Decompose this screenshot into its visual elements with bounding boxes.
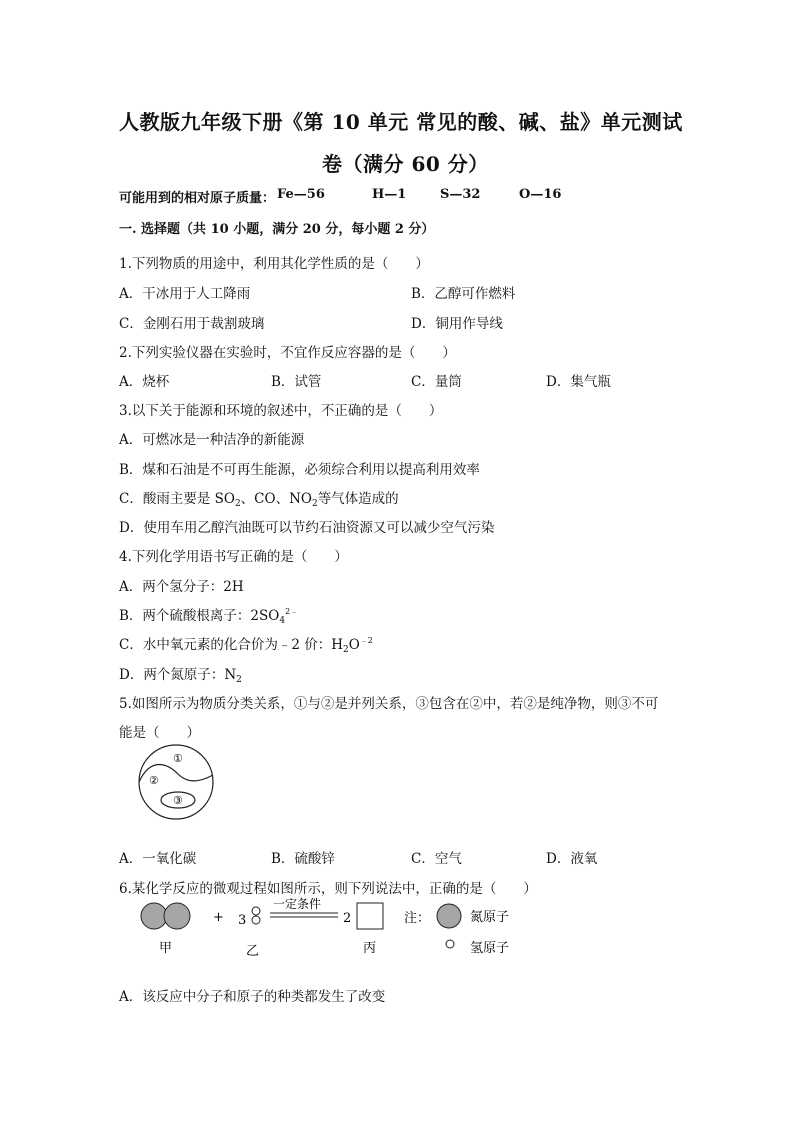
page-title-line1: 人教版九年级下册《第 10 单元 常见的酸、碱、盐》单元测试: [119, 110, 683, 134]
legend-n-label: 氮原子: [470, 910, 510, 925]
classification-diagram: [136, 742, 216, 822]
legend-h-label: 氢原子: [470, 941, 510, 956]
coefficient-bing: 2: [343, 911, 352, 926]
q1-option-c: C．金刚石用于裁割玻璃: [119, 316, 265, 332]
legend-n-atom-icon: [437, 904, 461, 928]
q3-option-d: D．使用车用乙醇汽油既可以节约石油资源又可以减少空气污染: [119, 520, 495, 536]
q5-stem-line2: 能是（ ）: [119, 725, 200, 741]
q5-option-c: C．空气: [411, 851, 462, 867]
q4-stem: 4.下列化学用语书写正确的是（ ）: [119, 549, 348, 565]
label-bing: 丙: [363, 941, 377, 956]
page-title-line2: 卷（满分 60 分）: [322, 152, 489, 176]
n-atom: [141, 903, 167, 929]
q3-option-b: B．煤和石油是不可再生能源，必须综合利用以提高利用效率: [119, 462, 480, 478]
q2-option-a: A．烧杯: [119, 374, 170, 390]
q2-option-c: C．量筒: [411, 374, 462, 390]
q4-option-c: C．水中氧元素的化合价为﹣2 价：$H_2O^{﹣2}$: [119, 636, 373, 655]
h-atom: [252, 916, 260, 924]
q6-option-a: A．该反应中分子和原子的种类都发生了改变: [119, 989, 386, 1005]
atomic-mass-h: H—1: [372, 187, 407, 202]
q4-option-a: A．两个氢分子：2H: [119, 579, 244, 595]
q5-stem-line1: 5.如图所示为物质分类关系，①与②是并列关系，③包含在②中，若②是纯净物，则③不可: [119, 696, 659, 712]
plus-sign: +: [213, 910, 224, 925]
label-jia: 甲: [159, 941, 173, 956]
region-label-2: ②: [149, 774, 159, 787]
q2-stem: 2.下列实验仪器在实验时，不宜作反应容器的是（ ）: [119, 345, 456, 361]
q3-option-a: A．可燃冰是一种洁净的新能源: [119, 432, 305, 448]
q4-option-d: D．两个氮原子：$N_2$: [119, 667, 242, 685]
region-label-1: ①: [173, 752, 183, 765]
q2-option-b: B．试管: [271, 374, 322, 390]
q3-stem: 3.以下关于能源和环境的叙述中，不正确的是（ ）: [119, 403, 443, 419]
h-atom: [252, 907, 260, 915]
coefficient-yi: 3: [238, 913, 247, 928]
region-label-3: ③: [173, 794, 183, 807]
atomic-mass-label: 可能用到的相对原子质量：: [119, 191, 276, 206]
label-yi: 乙: [246, 944, 260, 959]
q6-stem: 6.某化学反应的微观过程如图所示，则下列说法中，正确的是（ ）: [119, 881, 537, 897]
q1-option-d: D．铜用作导线: [411, 316, 503, 332]
q1-option-a: A．干冰用于人工降雨: [119, 286, 251, 302]
q5-option-a: A．一氧化碳: [119, 851, 197, 867]
q1-stem: 1.下列物质的用途中，利用其化学性质的是（ ）: [119, 256, 429, 272]
n-atom: [164, 903, 190, 929]
reaction-diagram: [130, 895, 550, 965]
atomic-mass-fe: Fe—56: [277, 187, 325, 202]
atomic-mass-o: O—16: [519, 187, 562, 202]
q5-option-b: B．硫酸锌: [271, 851, 335, 867]
q5-option-d: D．液氧: [546, 851, 598, 867]
q2-option-d: D．集气瓶: [546, 374, 611, 390]
q3-option-c: C．酸雨主要是 $SO_2$、CO、$NO_2$等气体造成的: [119, 491, 399, 509]
section-heading: 一. 选择题（共 10 小题，满分 20 分，每小题 2 分）: [119, 222, 435, 237]
reaction-condition: 一定条件: [273, 897, 322, 911]
atomic-mass-s: S—32: [440, 187, 481, 202]
q4-option-b: B．两个硫酸根离子：$2SO_4^{2﹣}$: [119, 607, 299, 626]
legend-note: 注：: [404, 911, 431, 926]
product-box: [357, 903, 383, 929]
legend-h-atom-icon: [446, 940, 454, 948]
q1-option-b: B．乙醇可作燃料: [411, 286, 516, 302]
